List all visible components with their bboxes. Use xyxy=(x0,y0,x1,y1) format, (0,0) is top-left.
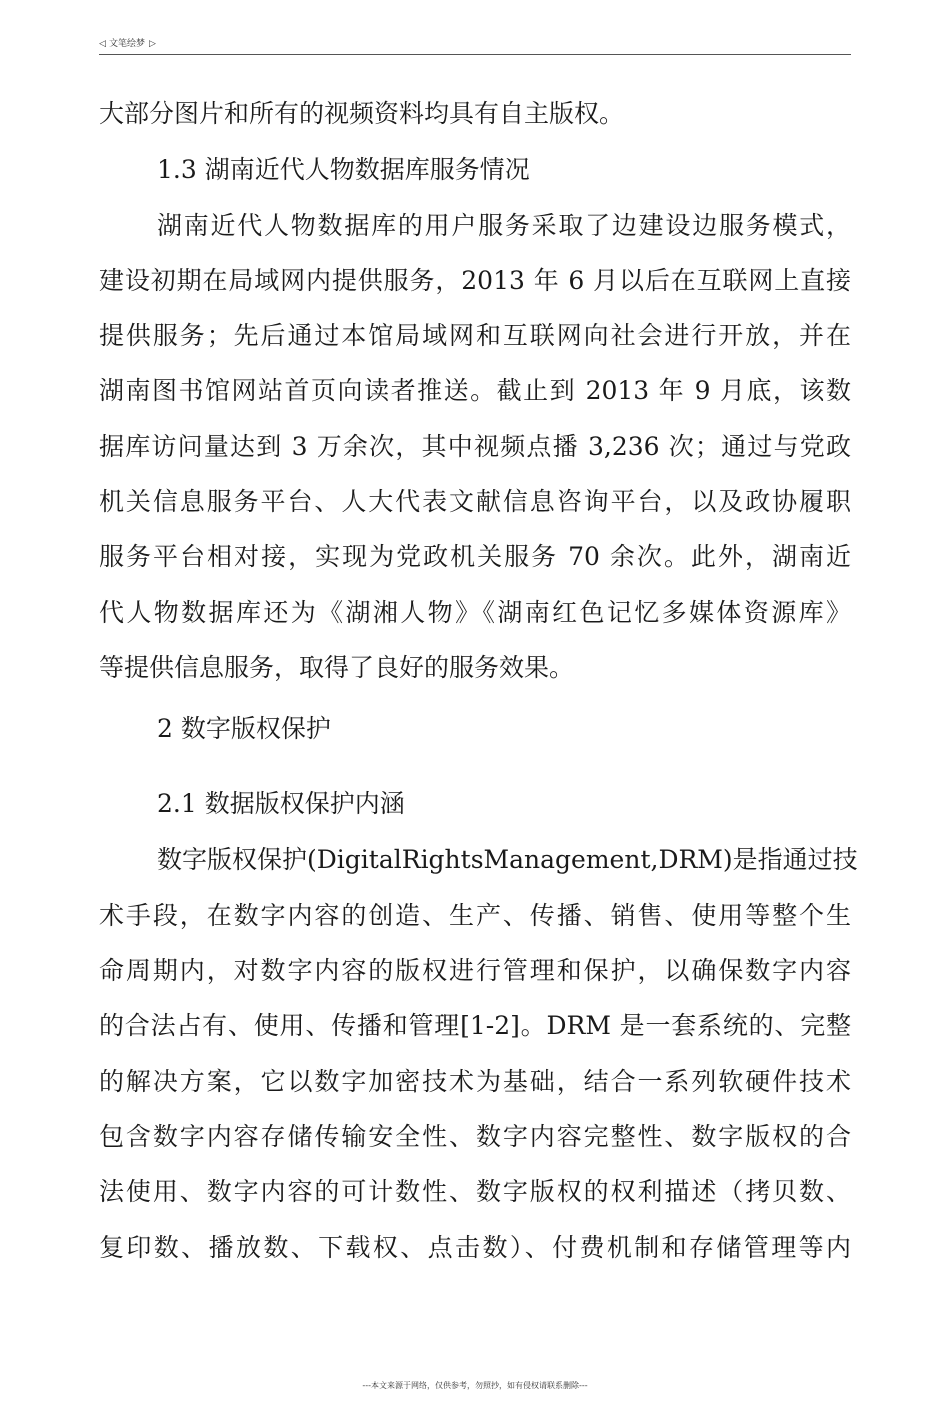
paragraph-line: 等提供信息服务，取得了良好的服务效果。 xyxy=(99,653,575,682)
paragraph-line: 提供服务；先后通过本馆局域网和互联网向社会进行开放，并在 xyxy=(99,321,851,350)
header-left-mark: ◁ xyxy=(99,39,106,49)
header-title: 文笔绘梦 xyxy=(109,39,146,49)
page-footer-disclaimer: ---本文来源于网络，仅供参考，勿照抄，如有侵权请联系删除--- xyxy=(362,1381,588,1390)
section-heading-1-3: 1.3 湖南近代人物数据库服务情况 xyxy=(157,155,530,184)
header-right-mark: ▷ xyxy=(149,39,156,49)
paragraph-line: 代人物数据库还为《湖湘人物》《湖南红色记忆多媒体资源库》 xyxy=(99,598,851,627)
paragraph-line: 包含数字内容存储传输安全性、数字内容完整性、数字版权的合 xyxy=(99,1122,851,1151)
paragraph-line: 术手段，在数字内容的创造、生产、传播、销售、使用等整个生 xyxy=(99,901,851,930)
paragraph-line: 法使用、数字内容的可计数性、数字版权的权利描述（拷贝数、 xyxy=(99,1177,851,1206)
section-heading-2-1: 2.1 数据版权保护内涵 xyxy=(157,789,405,818)
paragraph-line: 据库访问量达到 3 万余次，其中视频点播 3,236 次；通过与党政 xyxy=(99,432,851,461)
paragraph-line: 复印数、播放数、下载权、点击数）、付费机制和存储管理等内 xyxy=(99,1233,851,1262)
paragraph-line: 大部分图片和所有的视频资料均具有自主版权。 xyxy=(99,99,625,128)
paragraph-line: 建设初期在局域网内提供服务，2013 年 6 月以后在互联网上直接 xyxy=(99,266,851,295)
section-heading-2: 2 数字版权保护 xyxy=(157,714,331,743)
paragraph-line: 命周期内，对数字内容的版权进行管理和保护，以确保数字内容 xyxy=(99,956,851,985)
paragraph-line: 的解决方案，它以数字加密技术为基础，结合一系列软硬件技术 xyxy=(99,1067,851,1096)
paragraph-line: 的合法占有、使用、传播和管理[1-2]。DRM 是一套系统的、完整 xyxy=(99,1011,851,1040)
paragraph-line: 数字版权保护(DigitalRightsManagement,DRM)是指通过技 xyxy=(157,845,858,874)
paragraph-line: 湖南近代人物数据库的用户服务采取了边建设边服务模式， xyxy=(157,211,851,240)
paragraph-line: 机关信息服务平台、人大代表文献信息咨询平台，以及政协履职 xyxy=(99,487,851,516)
paragraph-line: 湖南图书馆网站首页向读者推送。截止到 2013 年 9 月底，该数 xyxy=(99,376,851,405)
page-header xyxy=(99,38,851,55)
paragraph-line: 服务平台相对接，实现为党政机关服务 70 余次。此外，湖南近 xyxy=(99,542,851,571)
